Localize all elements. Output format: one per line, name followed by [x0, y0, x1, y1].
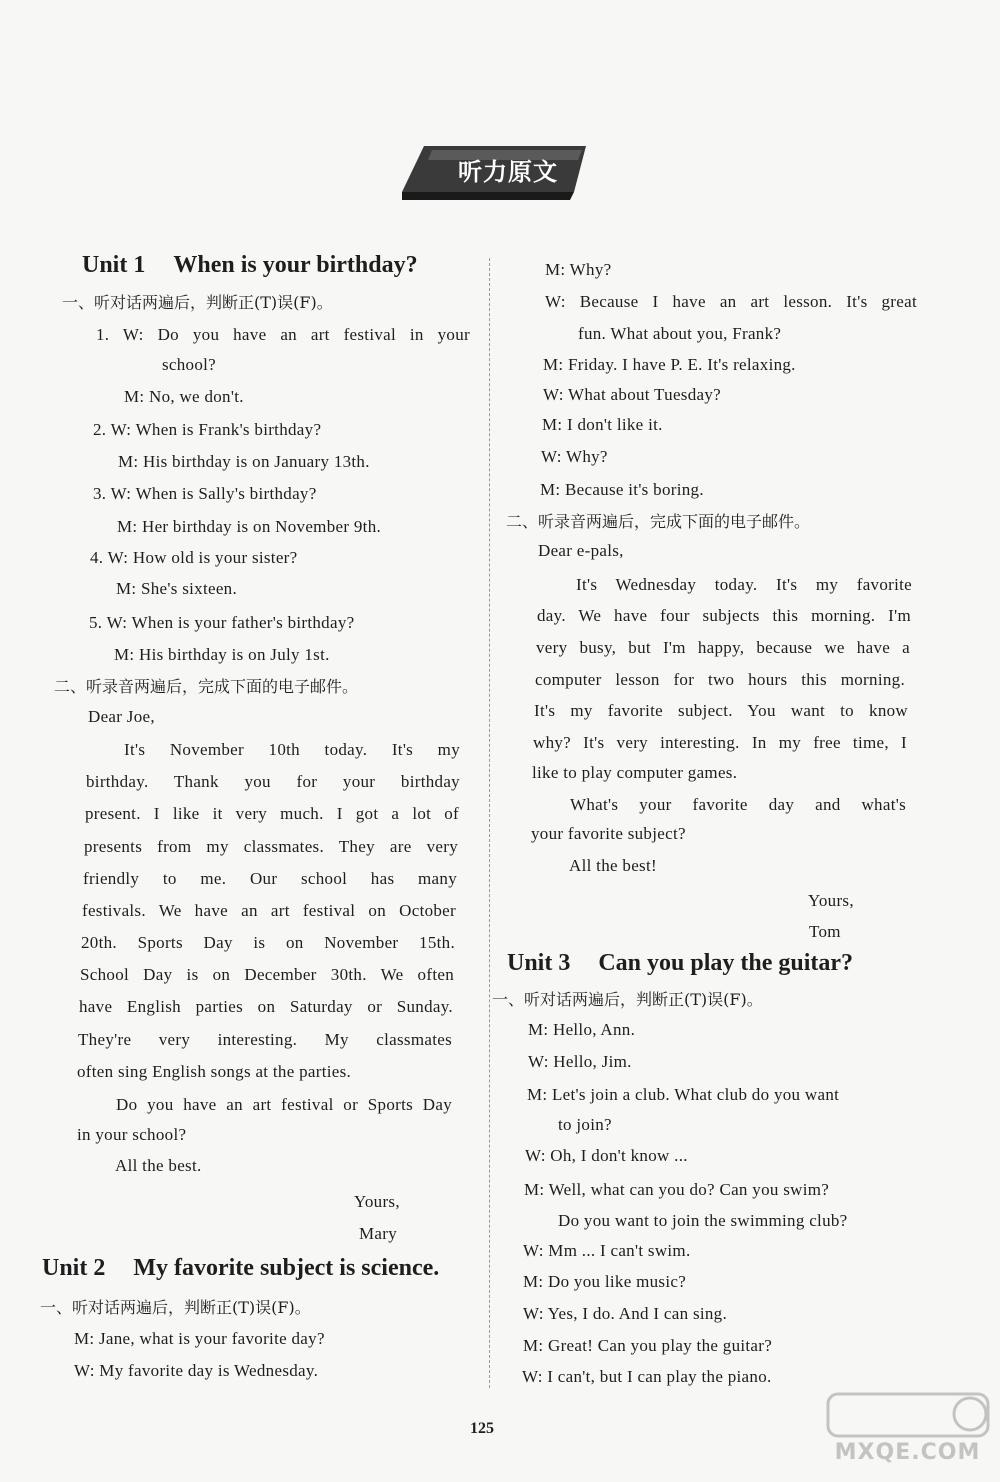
dialog-line: M: Friday. I have P. E. It's relaxing. — [543, 355, 796, 374]
email-line: often sing English songs at the parties. — [77, 1062, 352, 1081]
dialog-line: W: Mm ... I can't swim. — [523, 1241, 691, 1260]
dialog-line: M: I don't like it. — [542, 415, 663, 434]
email-line: like to play computer games. — [532, 763, 738, 782]
dialog-line: fun. What about you, Frank? — [578, 324, 782, 343]
email-line: Mary — [359, 1224, 398, 1243]
dialog-line: W: Yes, I do. And I can sing. — [523, 1304, 728, 1323]
dialog-line: W: Because I have an art lesson. It's great — [545, 292, 917, 311]
email-line: It's my favorite subject. You want to know — [534, 701, 908, 720]
column-divider — [489, 258, 490, 1388]
email-line: All the best. — [115, 1156, 202, 1175]
dialog-line: W: What about Tuesday? — [543, 385, 721, 404]
section-banner — [402, 142, 586, 202]
dialog-line: M: Why? — [545, 260, 612, 279]
section-heading: 一、听对话两遍后，判断正(T)误(F)。 — [492, 990, 763, 1009]
dialog-line: W: Hello, Jim. — [528, 1052, 632, 1071]
email-line: It's November 10th today. It's my — [124, 740, 460, 759]
unit-3-heading: Unit 3 Can you play the guitar? — [507, 950, 854, 976]
dialog-line: 5. W: When is your father's birthday? — [89, 613, 355, 632]
dialog-line: M: His birthday is on January 13th. — [118, 452, 370, 471]
dialog-line: Do you want to join the swimming club? — [558, 1211, 848, 1230]
email-line: 20th. Sports Day is on November 15th. — [81, 933, 455, 952]
section-heading: 一、听对话两遍后，判断正(T)误(F)。 — [40, 1298, 311, 1317]
dialog-line: 2. W: When is Frank's birthday? — [93, 420, 322, 439]
banner-title: 听力原文 — [458, 158, 558, 186]
watermark-badge-icon — [820, 1390, 995, 1442]
unit-2-heading: Unit 2 My favorite subject is science. — [42, 1255, 440, 1281]
dialog-line: 4. W: How old is your sister? — [90, 548, 298, 567]
email-line: It's Wednesday today. It's my favorite — [576, 575, 912, 594]
section-heading: 一、听对话两遍后，判断正(T)误(F)。 — [62, 293, 333, 312]
email-line: computer lesson for two hours this morning. — [535, 670, 905, 689]
email-line: your favorite subject? — [531, 824, 686, 843]
dialog-line: 3. W: When is Sally's birthday? — [93, 484, 317, 503]
dialog-line: M: No, we don't. — [124, 387, 244, 406]
dialog-line: school? — [162, 355, 217, 374]
dialog-line: M: Great! Can you play the guitar? — [523, 1336, 773, 1355]
dialog-line: to join? — [558, 1115, 612, 1134]
dialog-line: M: Let's join a club. What club do you want — [527, 1085, 840, 1104]
dialog-line: W: Oh, I don't know ... — [525, 1146, 688, 1165]
dialog-line: M: She's sixteen. — [116, 579, 238, 598]
email-line: All the best! — [569, 856, 657, 875]
email-line: Yours, — [808, 891, 854, 910]
unit-1-heading: Unit 1 When is your birthday? — [82, 252, 418, 278]
email-line: School Day is on December 30th. We often — [80, 965, 454, 984]
dialog-line: M: Because it's boring. — [540, 480, 704, 499]
dialog-line: M: Jane, what is your favorite day? — [74, 1329, 325, 1348]
email-line: why? It's very interesting. In my free time, I — [533, 733, 907, 752]
email-line: Do you have an art festival or Sports Day — [116, 1095, 452, 1114]
email-line: friendly to me. Our school has many — [83, 869, 457, 888]
email-line: have English parties on Saturday or Sunday. — [79, 997, 453, 1016]
email-line: day. We have four subjects this morning. I'm — [537, 606, 911, 625]
email-line: present. I like it very much. I got a lot of — [85, 804, 459, 823]
section-heading: 二、听录音两遍后，完成下面的电子邮件。 — [506, 512, 811, 531]
email-line: very busy, but I'm happy, because we have a — [536, 638, 910, 657]
dialog-line: M: Do you like music? — [523, 1272, 687, 1291]
email-line: in your school? — [77, 1125, 187, 1144]
dialog-line: M: His birthday is on July 1st. — [114, 645, 330, 664]
watermark-text: MXQE.COM — [834, 1440, 981, 1465]
dialog-line: M: Hello, Ann. — [528, 1020, 636, 1039]
email-line: festivals. We have an art festival on October — [82, 901, 456, 920]
dialog-line: W: Why? — [541, 447, 608, 466]
watermark-logo — [820, 1390, 995, 1475]
email-line: They're very interesting. My classmates — [78, 1030, 452, 1049]
dialog-line: M: Her birthday is on November 9th. — [117, 517, 382, 536]
email-line: birthday. Thank you for your birthday — [86, 772, 460, 791]
email-line: Dear e-pals, — [538, 541, 624, 560]
email-line: presents from my classmates. They are very — [84, 837, 458, 856]
email-line: Yours, — [354, 1192, 400, 1211]
dialog-line: W: I can't, but I can play the piano. — [522, 1367, 772, 1386]
email-line: Dear Joe, — [88, 707, 155, 726]
dialog-line: W: My favorite day is Wednesday. — [74, 1361, 319, 1380]
email-line: Tom — [809, 922, 841, 941]
email-line: What's your favorite day and what's — [570, 795, 906, 814]
page-number: 125 — [470, 1420, 494, 1437]
section-heading: 二、听录音两遍后，完成下面的电子邮件。 — [54, 677, 359, 696]
dialog-line: M: Well, what can you do? Can you swim? — [524, 1180, 830, 1199]
dialog-line: 1. W: Do you have an art festival in your — [96, 325, 470, 344]
